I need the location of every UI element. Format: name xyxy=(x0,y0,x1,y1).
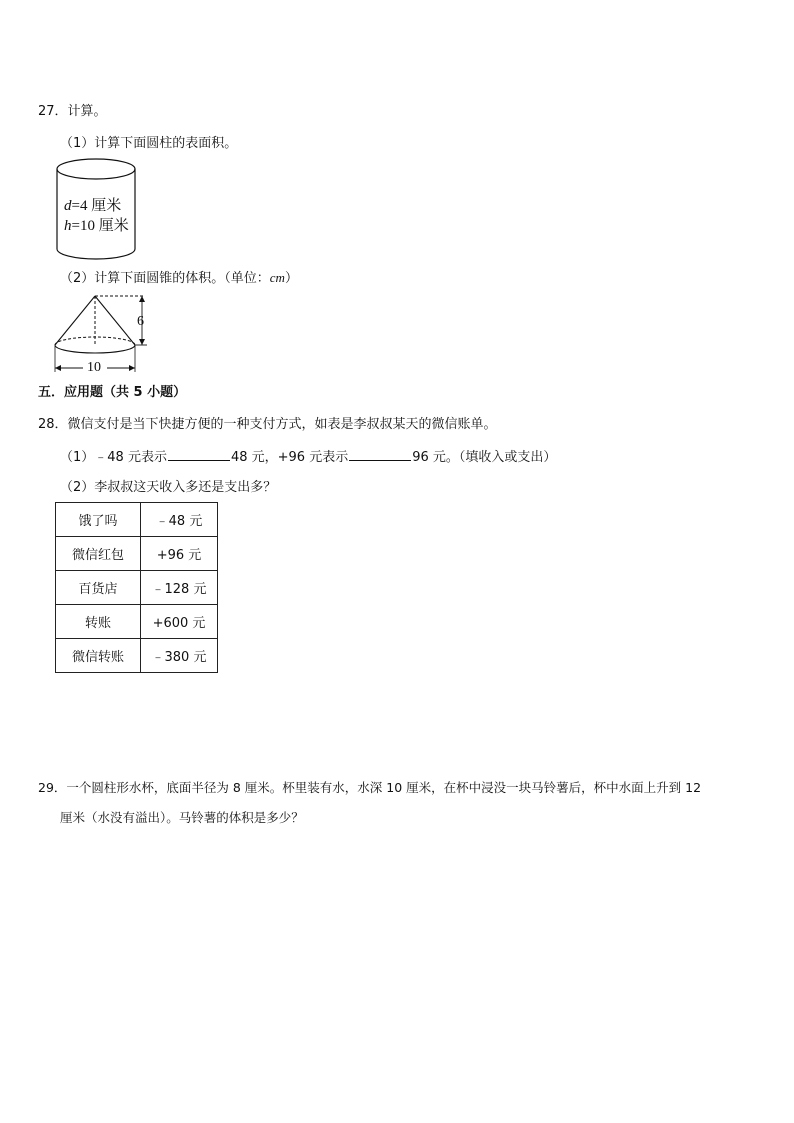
cylinder-diameter-label: d=4 厘米 xyxy=(64,198,122,214)
bill-item: 微信红包 xyxy=(56,537,141,571)
bill-amount: +600 元 xyxy=(141,605,218,639)
q28-part2: （2）李叔叔这天收入多还是支出多？ xyxy=(60,480,277,495)
section-5-title: 五．应用题（共 5 小题） xyxy=(38,385,187,400)
table-row xyxy=(56,605,218,639)
cone-figure xyxy=(50,292,160,374)
cone-base-label: 10 xyxy=(87,360,101,375)
bill-item: 百货店 xyxy=(56,571,141,605)
bill-amount: ﹣128 元 xyxy=(141,571,218,605)
bill-item: 微信转账 xyxy=(56,639,141,673)
q27-part1: （1）计算下面圆柱的表面积。 xyxy=(60,136,238,151)
table-row xyxy=(56,639,218,673)
answer-blank-2[interactable] xyxy=(349,448,411,461)
cone-drawing xyxy=(50,292,160,374)
table-row xyxy=(56,537,218,571)
wechat-bill-table xyxy=(55,502,218,673)
cone-height-label: 6 xyxy=(137,314,144,329)
table-row xyxy=(56,571,218,605)
answer-blank-1[interactable] xyxy=(168,448,230,461)
q29-line1: 29．一个圆柱形水杯，底面半径为 8 厘米。杯里装有水，水深 10 厘米，在杯中浸没一块马铃薯后，杯中水面上升到 12 xyxy=(38,780,702,795)
q27-title: 27．计算。 xyxy=(38,104,107,119)
bill-amount: ﹣380 元 xyxy=(141,639,218,673)
bill-item: 饿了吗 xyxy=(56,503,141,537)
bill-amount: ﹣48 元 xyxy=(141,503,218,537)
table-row xyxy=(56,503,218,537)
bill-item: 转账 xyxy=(56,605,141,639)
cylinder-height-label: h=10 厘米 xyxy=(64,218,129,234)
q29-line2: 厘米（水没有溢出）。马铃薯的体积是多少？ xyxy=(60,810,304,825)
q28-intro: 28．微信支付是当下快捷方便的一种支付方式，如表是李叔叔某天的微信账单。 xyxy=(38,417,497,432)
bill-amount: +96 元 xyxy=(141,537,218,571)
q28-part1: （1）﹣48 元表示 48 元，+96 元表示 96 元。（填收入或支出） xyxy=(60,450,557,465)
q27-part2: （2）计算下面圆锥的体积。（单位：cm） xyxy=(60,270,298,286)
